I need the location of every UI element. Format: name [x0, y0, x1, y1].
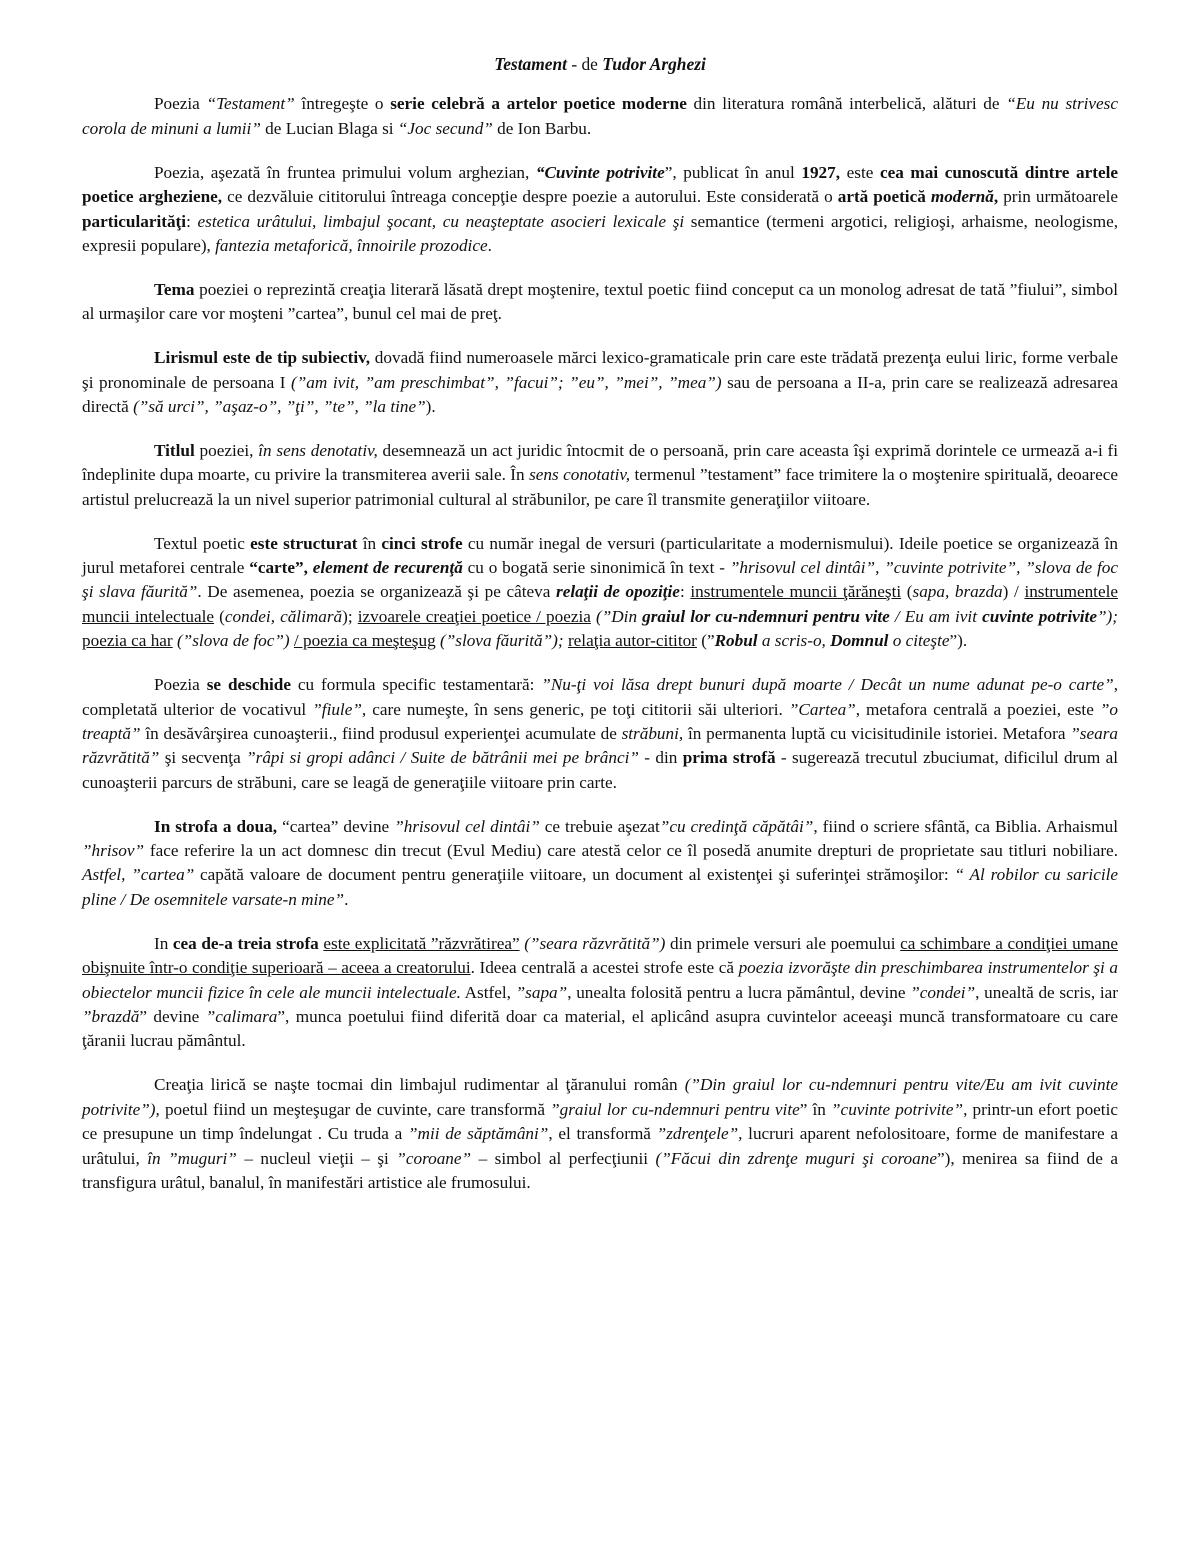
- text-run: 1927,: [801, 162, 841, 182]
- text-run: ”calimara: [205, 1007, 278, 1026]
- text-run: [666, 212, 673, 231]
- text-run: Tema: [154, 279, 195, 299]
- text-run: ”, munca poetului fiind diferită doar ca material, el aplicând asupra cuvintelor aceeaşi muncă transformatoare cu care ţăranii lucrau pământul.: [82, 1007, 1118, 1051]
- text-run: a scris-o,: [757, 631, 831, 651]
- text-run: ”hrisov”: [82, 841, 145, 861]
- text-run: . Ideea centrală a acestei strofe este că: [470, 958, 739, 978]
- text-run: în ”muguri”: [147, 1148, 237, 1168]
- document-title: [82, 52, 1118, 76]
- text-run: ”hrisovul cel dintâi”, ”cuvinte potrivite”, ”slova de foc şi slava făurită”: [82, 558, 1118, 602]
- text-run: – simbol al perfecţiunii: [471, 1148, 656, 1168]
- emphasis-run: [494, 54, 567, 74]
- text-run: ”zdrenţele”,: [656, 1124, 743, 1144]
- text-run: de Ion Barbu.: [492, 118, 592, 138]
- text-run: element de recurenţă: [312, 558, 463, 577]
- text-run: “Cuvinte potrivite: [535, 162, 665, 182]
- text-run: ”, publicat în anul: [664, 162, 802, 182]
- text-run: Poezia: [154, 675, 207, 695]
- text-run: prima strofă: [682, 748, 776, 768]
- text-run: cuvinte potrivite: [982, 606, 1097, 626]
- text-run: din primele versuri ale poemului: [665, 933, 901, 953]
- text-run: Testament: [494, 54, 567, 74]
- text-run: în permanenta luptă cu vicisitudinile istoriei. Metafora: [683, 723, 1071, 743]
- text-run: dovadă fiind numeroasele mărci lexico-gramaticale prin care este trădată prezenţa eului liric, forme verbale şi pronominale de persoana I: [82, 348, 1118, 392]
- text-run: ”o treaptă”: [82, 699, 1119, 743]
- text-run: ca schimbare a condiţiei umane obişnuite într-o condiţie superioară – aceea a creatorului: [82, 933, 1118, 978]
- text-run: ”cuvinte potrivite”: [831, 1099, 964, 1119]
- text-run: întregeşte o: [294, 94, 391, 114]
- emphasis-run: [931, 187, 994, 206]
- text-run: “ Al robilor cu saricile pline / De osemnitele varsate-n mine”: [82, 865, 1119, 909]
- text-run: , fiind o scriere sfântă, ca Biblia. Arhaismul: [813, 816, 1118, 836]
- text-run: este explicitată ”răzvrătirea”: [323, 933, 520, 953]
- emphasis-run: [830, 631, 888, 650]
- text-run: instrumentele muncii intelectuale: [82, 582, 1118, 626]
- text-run: relaţia autor-cititor: [567, 631, 697, 651]
- text-run: este structurat: [250, 533, 358, 553]
- text-run: ”sapa”: [515, 982, 568, 1002]
- text-run: Lirismul este de tip subiectiv,: [154, 348, 371, 368]
- text-run: Poezia, aşezată în fruntea primului volum arghezian,: [154, 162, 536, 182]
- text-run: (: [214, 606, 225, 626]
- text-run: .: [487, 235, 492, 255]
- text-run: (”Din: [590, 606, 643, 626]
- text-run: ” în: [799, 1099, 831, 1119]
- text-run: graiul lor cu-ndemnuri pentru vite: [642, 606, 890, 626]
- text-run: / Eu am ivit: [889, 606, 983, 626]
- text-run: termenul ”testament” face trimitere la o moştenire spirituală, deoarece artistul prelucrează la un nivel superior patrimonial cultural al străbunilor, pe care îl transmite generaţiilor viitoare.: [82, 465, 1119, 509]
- text-run: ”râpi si gropi adânci / Suite de bătrânii mei pe brânci”: [246, 748, 639, 768]
- text-run: - de: [566, 54, 603, 74]
- text-run: :: [679, 582, 691, 602]
- text-run: (”să urci”, ”aşaz-o”, ”ţi”, ”te”, ”la tine”: [133, 396, 426, 416]
- text-run: ce trebuie aşezat: [539, 816, 660, 836]
- text-run: );: [342, 606, 358, 626]
- text-run: (”slova făurită”);: [435, 631, 568, 651]
- text-run: Poezia: [154, 94, 207, 114]
- text-run: cinci strofe: [381, 533, 463, 553]
- text-run: desemnează un act juridic întocmit de o persoană, prin care aceasta îşi exprimă dorintele ce urmează a-i fi îndeplinite dupa moarte, cu privire la transmiterea averii sale. În: [82, 440, 1118, 485]
- paragraph-creatia: [82, 1073, 1118, 1195]
- text-run: ce dezvăluie cititorului întreaga concepţie despre poezie a autorului. Este considerată o: [222, 187, 838, 207]
- text-run: în: [357, 533, 382, 553]
- text-run: , unealta folosită pentru a lucra pământul, devine: [567, 982, 911, 1002]
- text-run: ”), menirea sa fiind de a transfigura urâtul, banalul, în manifestări artistice ale frumosului.: [82, 1148, 1118, 1192]
- text-run: ) /: [1002, 582, 1025, 602]
- text-run: . De asemenea, poezia se organizează şi pe câteva: [197, 582, 556, 602]
- text-run: :: [186, 211, 198, 231]
- text-run: artă poetică: [837, 187, 931, 207]
- text-run: Tudor Arghezi: [602, 54, 706, 74]
- text-run: “Testament”: [206, 94, 295, 114]
- text-run: ”hrisovul cel dintâi”: [394, 816, 540, 836]
- paragraph-strofa-doua: [82, 815, 1118, 913]
- text-run: în desăvârşirea cunoaşterii., fiind produsul experienţei acumulate de: [140, 723, 622, 743]
- text-run: In: [154, 933, 173, 953]
- text-run: / poezia ca meşteşug: [293, 631, 436, 651]
- emphasis-run: [715, 631, 758, 650]
- text-run: - din: [638, 748, 683, 768]
- text-run: cu număr inegal de versuri (particularitate a modernismului). Ideile poetice se organizează în jurul metaforei centrale: [82, 533, 1118, 577]
- text-run: ).: [425, 396, 436, 416]
- emphasis-run: [556, 582, 680, 601]
- emphasis-run: [982, 607, 1097, 626]
- text-run: particularităţi: [82, 211, 187, 231]
- text-run: “Eu nu strivesc corola de minuni a lumii”: [82, 94, 1118, 138]
- text-run: serie celebră a artelor poetice moderne: [390, 94, 687, 114]
- emphasis-run: [602, 54, 706, 74]
- text-run: poetul fiind un meşteşugar de cuvinte, care transformă: [159, 1099, 551, 1119]
- emphasis-run: [313, 558, 463, 577]
- text-run: fantezia metaforică, înnoirile prozodice: [215, 235, 488, 255]
- text-run: ”Nu-ţi voi lăsa drept bunuri după moarte / Decât un nume adunat pe-o carte”: [541, 675, 1114, 695]
- text-run: “Joc secund”: [397, 118, 493, 138]
- text-run: din literatura română interbelică, alături de: [686, 94, 1007, 114]
- text-run: ”graiul lor cu-ndemnuri pentru vite: [550, 1099, 800, 1119]
- text-run: în sens denotativ,: [258, 440, 378, 460]
- paragraph-intro: [82, 92, 1118, 141]
- text-run: (”am ivit, ”am preschimbat”, ”facui”; ”eu”, ”mei”, ”mea”): [291, 372, 722, 392]
- text-run: şi secvenţa: [159, 748, 247, 768]
- text-run: ”).: [949, 631, 968, 651]
- text-run: , el transformă: [548, 1124, 657, 1144]
- text-run: Robul: [714, 631, 758, 651]
- text-run: “carte”,: [249, 558, 313, 577]
- text-run: Titlul: [154, 440, 195, 460]
- text-run: - sugerează trecutul zbuciumat, dificilul drum al cunoaşterii parcurs de străbuni, care se leagă de generaţiile viitoare prin carte.: [82, 748, 1118, 792]
- text-run: cea mai cunoscută dintre artele poetice argheziene,: [82, 162, 1118, 207]
- text-run: străbuni,: [621, 723, 684, 743]
- text-run: cu o bogată serie sinonimică în text -: [462, 558, 730, 577]
- text-run: , care numeşte, în sens generic, pe toţi cititorii săi ulteriori.: [361, 699, 789, 719]
- text-run: .: [344, 889, 349, 909]
- paragraph-deschidere: [82, 673, 1118, 795]
- text-run: ” devine: [139, 1007, 206, 1026]
- emphasis-run: [536, 163, 665, 182]
- text-run: (: [901, 582, 913, 602]
- text-run: prin următoarele: [998, 187, 1118, 207]
- text-run: poeziei,: [194, 440, 259, 460]
- text-run: se deschide: [206, 675, 291, 695]
- text-run: (”: [696, 631, 715, 651]
- text-run: sens conotativ,: [529, 465, 631, 485]
- text-run: o citeşte: [888, 631, 950, 651]
- text-run: cu formula specific testamentară:: [291, 675, 542, 695]
- text-run: sapa, brazda: [912, 582, 1003, 602]
- text-run: ”cu credinţă căpătâi”: [659, 816, 814, 836]
- text-run: Textul poetic: [154, 533, 251, 553]
- text-run: lucruri aparent nefolositoare, forme de manifestare a urâtului,: [82, 1124, 1118, 1168]
- paragraph-volume: [82, 161, 1118, 259]
- text-run: Domnul: [830, 631, 889, 651]
- text-run: ”mii de săptămâni”: [407, 1124, 549, 1144]
- text-run: – nucleul vieţii – şi: [236, 1148, 397, 1168]
- emphasis-run: [642, 607, 890, 626]
- paragraph-tema: [82, 278, 1118, 327]
- text-run: cea de-a treia strofa: [172, 933, 319, 953]
- text-run: ”Cartea”: [788, 699, 856, 719]
- text-run: capătă valoare de document pentru generaţiile viitoare, un document al existenţei şi suferinţei strămoşilor:: [194, 865, 955, 885]
- text-run: modernă: [930, 187, 994, 207]
- text-run: sau de persoana a II-a, prin care se realizează adresarea directă: [82, 372, 1118, 416]
- text-run: , metafora centrală a poeziei, este: [855, 699, 1100, 719]
- text-run: ”seara răzvrătită”: [82, 723, 1118, 768]
- text-run: poeziei o reprezintă creaţia literară lăsată drept moştenire, textul poetic fiind conceput ca un monolog adresat de tată ”fiului”, simbol al urmaşilor care vor moşteni ”cartea”, bunul cel mai de preţ.: [82, 279, 1118, 324]
- text-run: (”slova de foc”): [172, 631, 294, 651]
- text-run: ”condei”: [910, 982, 976, 1002]
- text-run: “cartea” devine: [282, 816, 395, 836]
- text-run: (”Făcui din zdrenţe muguri şi coroane: [655, 1148, 937, 1168]
- text-run: ”brazdă: [82, 1007, 140, 1026]
- text-run: condei, călimară: [224, 606, 343, 626]
- text-run: ”coroane”: [396, 1148, 472, 1168]
- text-run: ”);: [1096, 606, 1118, 626]
- text-run: face referire la un act domnesc din trecut (Evul Mediu) care atestă celor ce îl posedă anumite drepturi de proprietate sau titluri nobiliare.: [144, 841, 1118, 861]
- text-run: , completată ulterior de vocativul: [82, 675, 1118, 719]
- text-run: Astfel, ”cartea”: [82, 865, 195, 885]
- text-run: (”seara răzvrătită”): [524, 933, 666, 953]
- paragraph-structura: [82, 532, 1118, 654]
- text-run: , unealtă de scris, iar: [975, 982, 1118, 1002]
- text-run: este: [840, 162, 880, 182]
- text-run: In strofa a doua,: [154, 816, 283, 836]
- text-run: poezia izvorăşte din preschimbarea instrumentelor şi a obiectelor muncii fizice în cele ale muncii intelectuale.: [82, 958, 1118, 1002]
- paragraph-titlul: [82, 439, 1118, 512]
- paragraph-lirism: [82, 346, 1118, 419]
- text-run: Astfel,: [460, 982, 516, 1002]
- text-run: ”fiule”: [312, 699, 362, 719]
- text-run: instrumentele muncii ţărăneşti: [690, 582, 902, 602]
- paragraph-strofa-treia: [82, 932, 1118, 1054]
- text-run: , printr-un efort poetic ce presupune un timp îndelungat . Cu truda a: [82, 1099, 1118, 1144]
- text-run: izvoarele creaţiei poetice / poezia: [357, 606, 591, 626]
- text-run: semantice (termeni argotici, religioşi, arhaisme, neologisme, expresii populare),: [82, 211, 1118, 255]
- text-run: estetica urâtului, limbajul şocant, cu neaşteptate asocieri lexicale: [197, 211, 667, 231]
- text-run: de Lucian Blaga si: [260, 118, 398, 138]
- text-run: Creaţia lirică se naşte tocmai din limbajul rudimentar al ţăranului român: [154, 1075, 685, 1095]
- text-run: poezia ca har: [82, 631, 173, 651]
- text-run: (”Din graiul lor cu-ndemnuri pentru vite/Eu am ivit cuvinte potrivite”),: [82, 1075, 1118, 1119]
- text-run: relaţii de opoziţie: [556, 582, 680, 602]
- text-run: şi: [672, 211, 685, 231]
- text-run: ,: [993, 187, 999, 207]
